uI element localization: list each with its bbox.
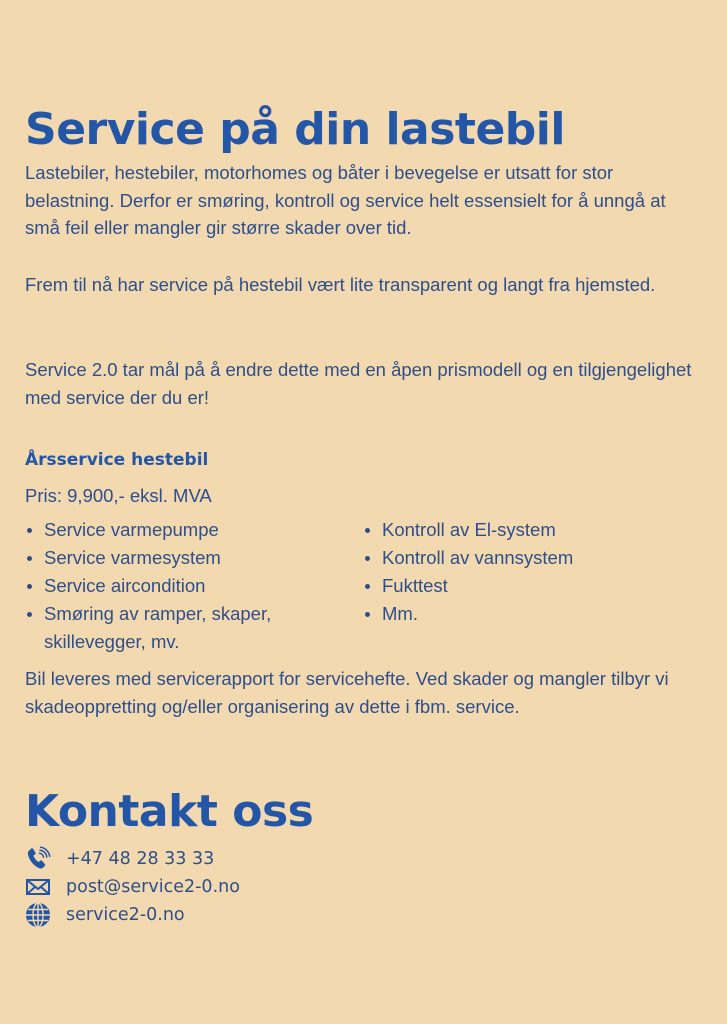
service-item: Kontroll av El-system <box>363 516 663 544</box>
service-item: Kontroll av vannsystem <box>363 544 663 572</box>
contact-email <box>25 873 240 901</box>
contact-website <box>25 901 240 929</box>
service-items-right-column <box>363 516 663 656</box>
service-item: Fukttest <box>363 572 663 600</box>
globe-icon <box>25 902 51 928</box>
intro-paragraph-1: Lastebiler, hestebiler, motorhomes og båter i bevegelse er utsatt for stor belastning. Derfor er smøring, kontroll og service helt essensielt for å unngå at små feil eller mangler gir større skader over tid. <box>25 162 666 238</box>
email-address[interactable]: post@service2-0.no <box>66 877 240 897</box>
intro-paragraph-3: Service 2.0 tar mål på å endre dette med en åpen prismodell og en tilgjengelighet med service der du er! <box>25 359 692 408</box>
contact-phone <box>25 845 240 873</box>
phone-number[interactable]: +47 48 28 33 33 <box>66 849 215 869</box>
service-item: Smøring av ramper, skaper, skillevegger, mv. <box>25 600 363 656</box>
service-item: Service varmepumpe <box>25 516 363 544</box>
price-text: Pris: 9,900,- eksl. MVA <box>25 485 212 506</box>
service-items-left-column <box>25 516 363 656</box>
service-item: Mm. <box>363 600 663 628</box>
page-title: Service på din lastebil <box>25 104 565 155</box>
service-items-list <box>25 516 705 656</box>
service-item: Service varmesystem <box>25 544 363 572</box>
mail-icon <box>25 874 51 900</box>
intro-paragraph-2: Frem til nå har service på hestebil vært lite transparent og langt fra hjemsted. <box>25 274 656 295</box>
service-item: Service aircondition <box>25 572 363 600</box>
annual-service-heading: Årsservice hestebil <box>25 450 209 470</box>
website-link[interactable]: service2-0.no <box>66 905 185 925</box>
contact-heading: Kontakt oss <box>25 786 314 837</box>
service-note: Bil leveres med servicerapport for servicehefte. Ved skader og mangler tilbyr vi skadeoppretting og/eller organisering av dette i fbm. service. <box>25 668 669 717</box>
contact-list <box>25 845 240 929</box>
phone-icon <box>25 846 51 872</box>
